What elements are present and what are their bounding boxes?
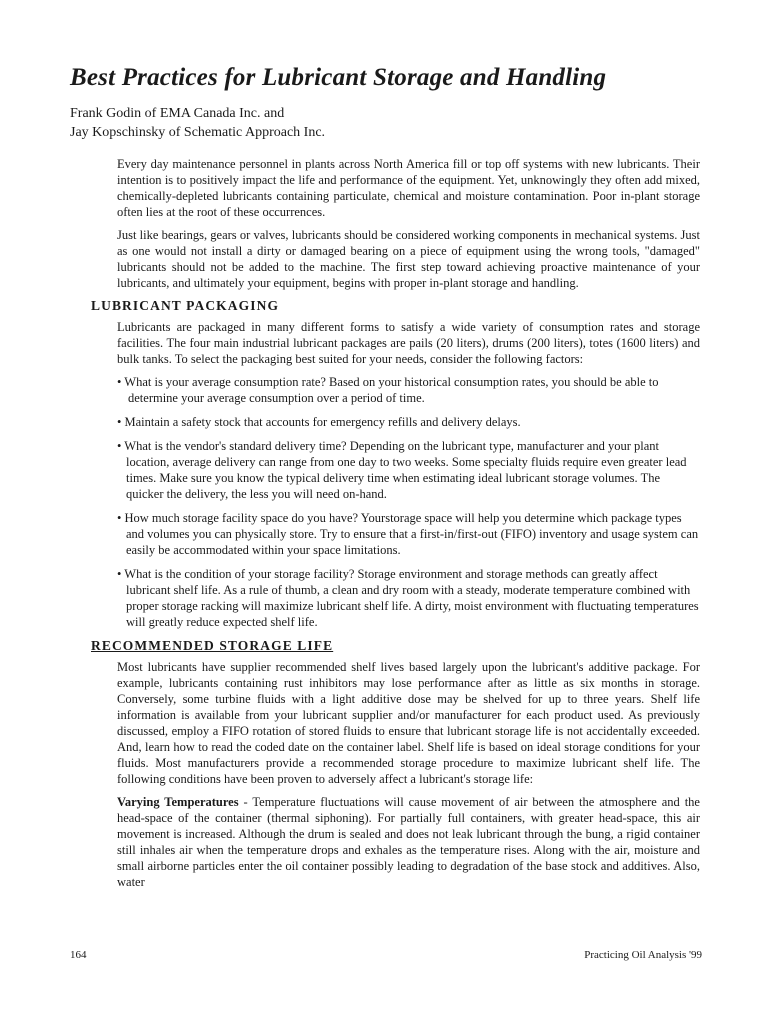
page-footer	[70, 949, 702, 961]
packaging-paragraph: Lubricants are packaged in many different forms to satisfy a wide variety of consumption rates and storage facilities. The four main industrial lubricant packages are pails (20 liters), drums (200 liters), totes (1600 liters) and bulk tanks. To select the packaging best suited for your needs, consider the following factors:	[117, 320, 700, 366]
storage-life-paragraph: Most lubricants have supplier recommended shelf lives based largely upon the lubricant's additive package. For example, lubricants containing rust inhibitors may lose performance after as little as six months in storage. Conversely, some turbine fluids with a light additive dose may be shelved for up to three years. Shelf life information is available from your lubricant supplier and/or manufacturer for each product used. As previously discussed, employ a FIFO rotation of stored fluids to ensure that lubricant storage life is not accidentally exceeded. And, learn how to read the coded date on the container label. Shelf life is based on ideal storage conditions for your fluids. Most manufacturers provide a recommended storage procedure to maximize lubricant shelf life. The following conditions have been proven to adversely affect a lubricant's storage life:	[117, 660, 700, 786]
varying-temperatures-paragraph	[117, 794, 700, 890]
packaging-bullet-4: • How much storage facility space do you have? Yourstorage space will help you determine which package types and volumes you can physically store. Try to ensure that a first-in/first-out (FIFO) inventory and usage system can easily be accommodated within your space limitations.	[117, 511, 699, 557]
intro-paragraph-1: Every day maintenance personnel in plants across North America fill or top off systems with new lubricants. Their intention is to positively impact the life and performance of the equipment. Yet, unknowingly they often add mixed, chemically-depleted lubricants containing particulate, chemical and moisture contamination. Poor in-plant storage often lies at the root of these occurrences.	[117, 157, 700, 219]
author-line-1: Frank Godin of EMA Canada Inc. and	[70, 106, 285, 121]
publication-name: Practicing Oil Analysis '99	[584, 949, 702, 961]
section-heading-storage-life: RECOMMENDED STORAGE LIFE	[91, 638, 334, 653]
author-line-2: Jay Kopschinsky of Schematic Approach Inc.	[70, 125, 326, 140]
packaging-bullet-3: • What is the vendor's standard delivery time? Depending on the lubricant type, manufacturer and your plant location, average delivery can range from one day to two weeks. Some specialty fluids require even greater lead times. Make sure you know the typical delivery time when estimating ideal lubricant storage volumes. The quicker the delivery, the less you will need on-hand.	[117, 439, 687, 501]
packaging-bullet-1: • What is your average consumption rate? Based on your historical consumption rates, you should be able to determine your average consumption over a period of time.	[117, 375, 659, 405]
varying-temperatures-term: Varying Temperatures	[117, 795, 239, 809]
packaging-bullet-5: • What is the condition of your storage facility? Storage environment and storage methods can greatly affect lubricant shelf life. As a rule of thumb, a clean and dry room with a steady, moderate temperature combined with proper storage racking will maximize lubricant shelf life. A dirty, moist environment with fluctuating temperatures will greatly reduce expected shelf life.	[117, 567, 699, 629]
varying-temperatures-text: - Temperature fluctuations will cause movement of air between the atmosphere and the head-space of the container (thermal siphoning). For partially full containers, with greater head-space, this air movement is increased. Although the drum is sealed and does not leak lubricant through the bung, a rigid container still inhales air when the temperature drops and exhales as the temperature rises. Along with the air, moisture and small airborne particles enter the oil container possibly leading to degradation of the base stock and additives. Also, water	[117, 795, 700, 889]
intro-paragraph-2: Just like bearings, gears or valves, lubricants should be considered working components in mechanical systems. Just as one would not install a dirty or damaged bearing on a piece of equipment using the wrong tools, "damaged" lubricants should not be added to the machine. The first step toward achieving proactive maintenance of your lubricants, and ultimately your equipment, begins with proper in-plant storage and handling.	[117, 228, 700, 290]
article-title: Best Practices for Lubricant Storage and Handling	[70, 64, 607, 91]
author-block	[70, 104, 710, 142]
section-heading-packaging: LUBRICANT PACKAGING	[91, 298, 280, 313]
article-body	[91, 156, 700, 897]
packaging-bullet-2: • Maintain a safety stock that accounts for emergency refills and delivery delays.	[117, 415, 521, 429]
page-number: 164	[70, 949, 87, 961]
